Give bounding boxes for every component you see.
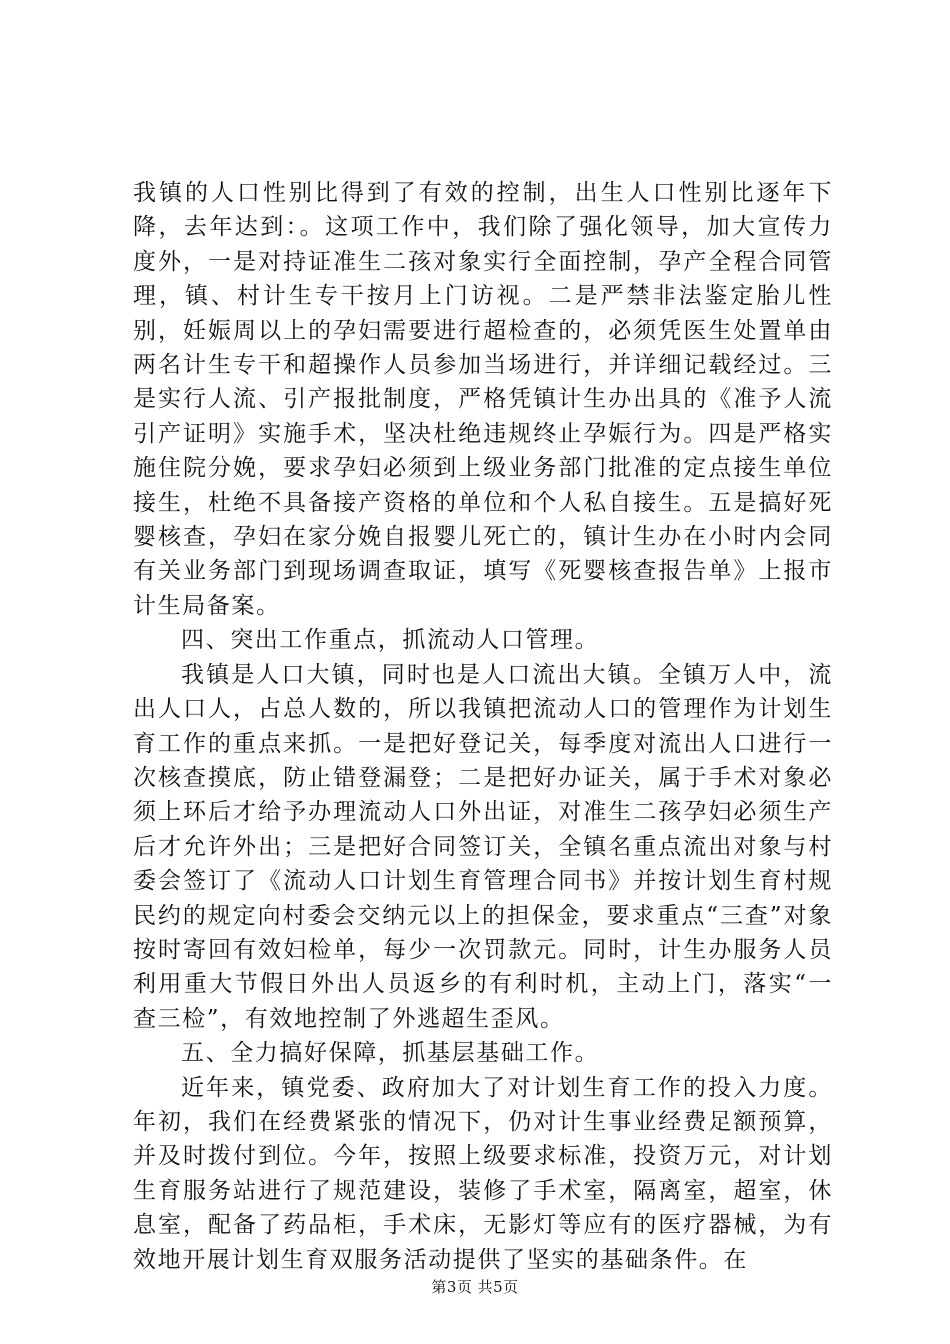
paragraph: 近年来，镇党委、政府加大了对计划生育工作的投入力度。年初，我们在经费紧张的情况下，仍对计生事业经费足额预算，并及时拨付到位。今年，按照上级要求标准，投资万元，对计划生育服务站进行了规范建设，装修了手术室，隔离室，超室，休息室，配备了药品柜，手术床，无影灯等应有的医疗器械，为有效地开展计划生育双服务活动提供了坚实的基础条件。在 [133,1074,833,1273]
page-number-footer: 第3页 共5页 [431,1278,519,1296]
document-body [133,176,833,1277]
section-heading: 四、突出工作重点，抓流动人口管理。 [181,627,600,654]
paragraph: 我镇的人口性别比得到了有效的控制，出生人口性别比逐年下降，去年达到：。这项工作中，我们除了强化领导，加大宣传力度外，一是对持证准生二孩对象实行全面控制，孕产全程合同管理，镇、村计生专干按月上门访视。二是严禁非法鉴定胎儿性别，妊娠周以上的孕妇需要进行超检查的，必须凭医生处置单由两名计生专干和超操作人员参加当场进行，并详细记载经过。三是实行人流、引产报批制度，严格凭镇计生办出具的《准予人流引产证明》实施手术，坚决杜绝违规终止孕娠行为。四是严格实施住院分娩，要求孕妇必须到上级业务部门批准的定点接生单位接生，杜绝不具备接产资格的单位和个人私自接生。五是搞好死婴核查，孕妇在家分娩自报婴儿死亡的，镇计生办在小时内会同有关业务部门到现场调查取证，填写《死婴核查报告单》上报市计生局备案。 [133,180,833,619]
section-heading: 五、全力搞好保障，抓基层基础工作。 [181,1040,600,1067]
paragraph: 我镇是人口大镇，同时也是人口流出大镇。全镇万人中，流出人口人，占总人数的，所以我镇把流动人口的管理作为计划生育工作的重点来抓。一是把好登记关，每季度对流出人口进行一次核查摸底，防止错登漏登；二是把好办证关，属于手术对象必须上环后才给予办理流动人口外出证，对准生二孩孕妇必须生产后才允许外出；三是把好合同签订关，全镇名重点流出对象与村委会签订了《流动人口计划生育管理合同书》并按计划生育村规民约的规定向村委会交纳元以上的担保金，要求重点“三查”对象按时寄回有效妇检单，每少一次罚款元。同时，计生办服务人员利用重大节假日外出人员返乡的有利时机，主动上门，落实“一查三检”，有效地控制了外逃超生歪风。 [133,661,833,1032]
